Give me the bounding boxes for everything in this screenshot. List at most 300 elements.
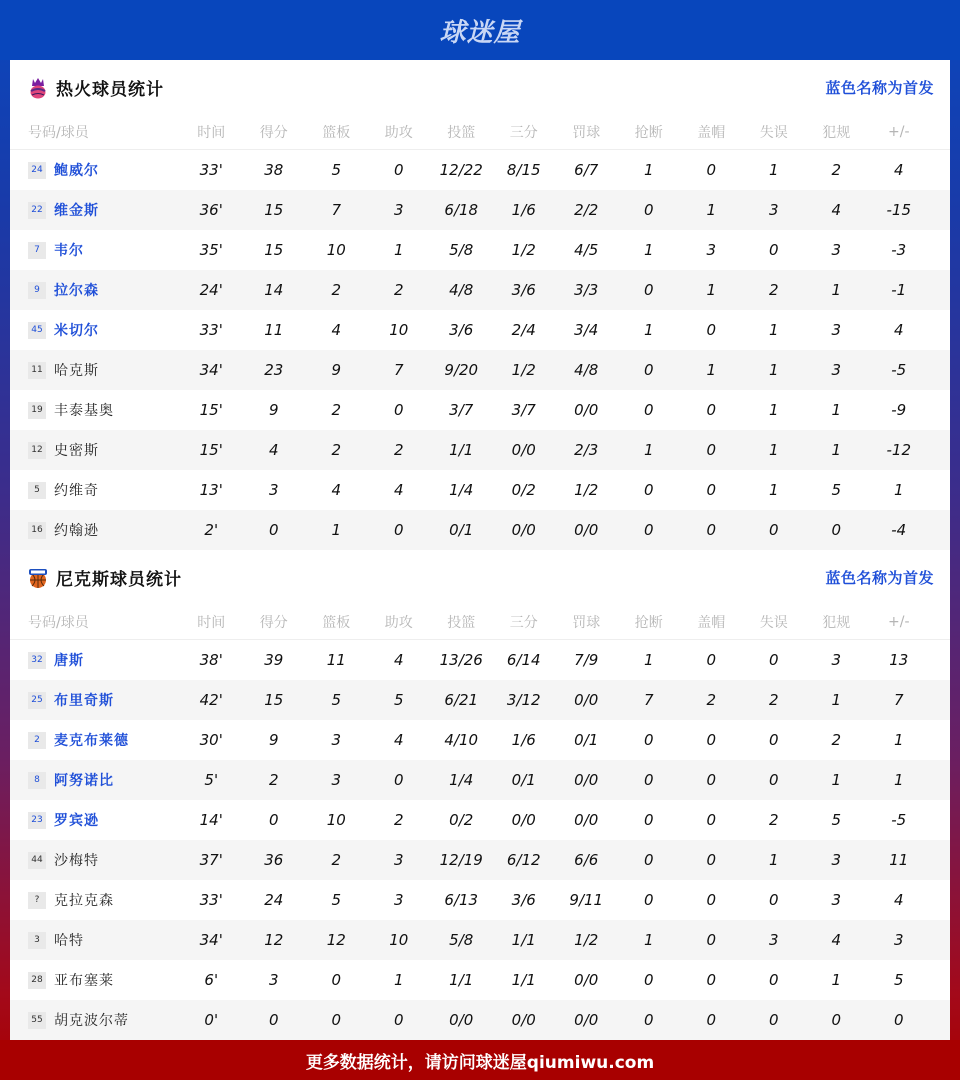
- player-name[interactable]: 克拉克森: [54, 893, 114, 909]
- stat-cell: 3: [768, 931, 779, 949]
- player-row[interactable]: [10, 880, 950, 920]
- stat-cell: 0/0: [574, 811, 599, 829]
- stat-cell: 35': [199, 241, 223, 259]
- stat-cell: 4: [831, 201, 842, 219]
- player-row[interactable]: [10, 230, 950, 270]
- player-cell: [10, 730, 180, 750]
- footer-banner: [0, 1040, 960, 1080]
- player-row[interactable]: [10, 470, 950, 510]
- stat-cell: 6/14: [506, 651, 541, 669]
- jersey-number-badge: 22: [28, 202, 46, 219]
- stat-cell: 0/0: [574, 971, 599, 989]
- column-header[interactable]: 时间: [197, 125, 226, 141]
- stat-cell: 2: [393, 441, 404, 459]
- stat-cell: 4: [893, 891, 904, 909]
- table-header: [10, 115, 950, 150]
- stat-cell: 7: [893, 691, 904, 709]
- stat-cell: 1: [706, 361, 717, 379]
- stat-cell: 0/1: [574, 731, 599, 749]
- column-header[interactable]: +/-: [888, 124, 910, 140]
- stat-cell: 5': [204, 771, 219, 789]
- player-cell: [10, 280, 180, 300]
- stat-cell: 4: [831, 931, 842, 949]
- stat-cell: 1: [831, 401, 842, 419]
- column-header[interactable]: 投篮: [447, 125, 476, 141]
- stat-cell: 1: [331, 521, 342, 539]
- stat-cell: 1: [893, 731, 904, 749]
- player-name[interactable]: 唐斯: [54, 653, 84, 669]
- stat-cell: 1/1: [449, 971, 474, 989]
- player-name[interactable]: 约翰逊: [54, 523, 99, 539]
- jersey-number-badge: 7: [28, 242, 46, 259]
- stat-cell: 5: [331, 891, 342, 909]
- stat-cell: 0: [268, 1011, 279, 1029]
- stat-cell: 36': [199, 201, 223, 219]
- stat-cell: 0/0: [574, 521, 599, 539]
- column-header[interactable]: 号码/球员: [28, 125, 89, 141]
- stat-cell: 9: [268, 401, 279, 419]
- stat-cell: 0/0: [511, 521, 536, 539]
- stat-cell: 12/22: [439, 161, 483, 179]
- stat-cell: 0/0: [574, 1011, 599, 1029]
- jersey-number-badge: 55: [28, 1012, 46, 1029]
- column-header[interactable]: 犯规: [822, 125, 851, 141]
- stat-cell: 0: [393, 401, 404, 419]
- player-row[interactable]: [10, 150, 950, 190]
- stat-cell: 5: [893, 971, 904, 989]
- player-cell: [10, 1010, 180, 1030]
- stat-cell: 0: [768, 771, 779, 789]
- player-row[interactable]: [10, 960, 950, 1000]
- jersey-number-badge: 16: [28, 522, 46, 539]
- player-row[interactable]: [10, 190, 950, 230]
- stat-cell: 0/1: [449, 521, 474, 539]
- stat-cell: -15: [886, 201, 911, 219]
- stat-cell: 15: [264, 201, 284, 219]
- jersey-number-badge: 24: [28, 162, 46, 179]
- team-title: 热火球员统计: [56, 80, 164, 100]
- stat-cell: 3: [831, 891, 842, 909]
- stat-cell: 4: [893, 161, 904, 179]
- stat-cell: 0: [393, 521, 404, 539]
- footer-text[interactable]: 更多数据统计，请访问球迷屋qiumiwu.com: [305, 1052, 655, 1073]
- stat-cell: 0: [643, 771, 654, 789]
- stat-cell: 0: [268, 521, 279, 539]
- player-row[interactable]: [10, 640, 950, 680]
- stat-cell: 2: [268, 771, 279, 789]
- stat-cell: -12: [886, 441, 911, 459]
- player-cell: [10, 850, 180, 870]
- stat-cell: 1: [643, 931, 654, 949]
- column-header[interactable]: 失误: [759, 125, 788, 141]
- stat-cell: 3: [893, 931, 904, 949]
- stat-cell: 1: [706, 201, 717, 219]
- stat-cell: 3: [831, 241, 842, 259]
- stat-cell: 14': [199, 811, 223, 829]
- player-row[interactable]: [10, 760, 950, 800]
- stat-cell: 1: [643, 241, 654, 259]
- stat-cell: 0': [204, 1011, 219, 1029]
- stat-cell: 12/19: [439, 851, 483, 869]
- stat-cell: 3/7: [449, 401, 474, 419]
- stat-cell: 0: [768, 241, 779, 259]
- stat-cell: -9: [891, 401, 907, 419]
- stat-cell: 1/1: [449, 441, 474, 459]
- player-row[interactable]: [10, 430, 950, 470]
- stat-cell: 24': [199, 281, 223, 299]
- player-row[interactable]: [10, 800, 950, 840]
- stat-cell: 1/1: [511, 931, 536, 949]
- player-name[interactable]: 罗宾逊: [54, 813, 99, 829]
- column-header[interactable]: 三分: [509, 615, 538, 631]
- stat-cell: 2: [831, 161, 842, 179]
- column-header[interactable]: +/-: [888, 614, 910, 630]
- stat-cell: 0: [268, 811, 279, 829]
- stat-cell: 1: [768, 161, 779, 179]
- stat-cell: 2: [331, 281, 342, 299]
- stat-cell: 6/6: [574, 851, 599, 869]
- stat-cell: -3: [891, 241, 907, 259]
- stat-cell: 0: [768, 651, 779, 669]
- stat-cell: 0/1: [511, 771, 536, 789]
- stat-cell: 0: [831, 1011, 842, 1029]
- jersey-number-badge: 11: [28, 362, 46, 379]
- stat-cell: 0: [706, 441, 717, 459]
- stat-cell: 1/4: [449, 481, 474, 499]
- stat-cell: 42': [199, 691, 223, 709]
- player-name[interactable]: 胡克波尔蒂: [54, 1013, 129, 1029]
- player-name[interactable]: 沙梅特: [54, 853, 99, 869]
- stat-cell: 0: [643, 201, 654, 219]
- stat-cell: 0: [643, 521, 654, 539]
- jersey-number-badge: 19: [28, 402, 46, 419]
- stat-cell: 1/1: [511, 971, 536, 989]
- stat-cell: 6/18: [444, 201, 479, 219]
- stat-cell: 12: [326, 931, 346, 949]
- stat-cell: 7: [393, 361, 404, 379]
- stat-cell: 1: [643, 651, 654, 669]
- team-title-group: [28, 565, 182, 590]
- jersey-number-badge: 45: [28, 322, 46, 339]
- stat-cell: 1/2: [574, 481, 599, 499]
- stat-cell: 1/2: [511, 241, 536, 259]
- player-name[interactable]: 布里奇斯: [54, 693, 114, 709]
- player-row[interactable]: [10, 920, 950, 960]
- jersey-number-badge: 9: [28, 282, 46, 299]
- player-name[interactable]: 拉尔森: [54, 283, 99, 299]
- stat-cell: 13/26: [439, 651, 483, 669]
- stat-cell: 2: [768, 691, 779, 709]
- stat-cell: 0: [706, 161, 717, 179]
- stat-cell: 1: [893, 481, 904, 499]
- jersey-number-badge: 32: [28, 652, 46, 669]
- stat-cell: 1: [831, 691, 842, 709]
- player-cell: [10, 400, 180, 420]
- stat-cell: 5: [831, 481, 842, 499]
- stat-cell: 3: [831, 851, 842, 869]
- stat-cell: 6': [204, 971, 219, 989]
- column-header[interactable]: 助攻: [384, 615, 413, 631]
- player-name[interactable]: 丰泰基奥: [54, 403, 114, 419]
- stat-cell: 3/6: [511, 891, 536, 909]
- stat-cell: 0: [393, 161, 404, 179]
- stat-cell: 2': [204, 521, 219, 539]
- stat-cell: 34': [199, 361, 223, 379]
- stat-cell: 4: [393, 481, 404, 499]
- player-name[interactable]: 米切尔: [54, 323, 99, 339]
- stat-cell: 15': [199, 401, 223, 419]
- stat-cell: 3/7: [511, 401, 536, 419]
- stat-cell: 37': [199, 851, 223, 869]
- team-header: [10, 550, 950, 605]
- stat-cell: 1: [768, 851, 779, 869]
- jersey-number-badge: 2: [28, 732, 46, 749]
- stat-cell: 0: [643, 281, 654, 299]
- jersey-number-badge: ?: [28, 892, 46, 909]
- player-row[interactable]: [10, 270, 950, 310]
- stat-cell: 5/8: [449, 241, 474, 259]
- stat-cell: 9/20: [444, 361, 479, 379]
- player-row[interactable]: [10, 720, 950, 760]
- player-cell: [10, 970, 180, 990]
- stat-cell: 15': [199, 441, 223, 459]
- stat-cell: 0: [706, 481, 717, 499]
- stat-cell: 0: [831, 521, 842, 539]
- stat-cell: -5: [891, 361, 907, 379]
- player-cell: [10, 520, 180, 540]
- stat-cell: 1: [768, 481, 779, 499]
- stat-cell: 0: [643, 361, 654, 379]
- stat-cell: 38: [264, 161, 284, 179]
- stat-cell: 7: [643, 691, 654, 709]
- stat-cell: 3: [331, 731, 342, 749]
- stat-cell: 0/0: [511, 441, 536, 459]
- player-row[interactable]: [10, 350, 950, 390]
- stat-cell: 3/12: [506, 691, 541, 709]
- player-name[interactable]: 史密斯: [54, 443, 99, 459]
- stat-cell: 6/7: [574, 161, 599, 179]
- stat-cell: 0: [768, 891, 779, 909]
- stat-cell: 7: [331, 201, 342, 219]
- stat-cell: 2/2: [574, 201, 599, 219]
- stat-cell: 3: [393, 851, 404, 869]
- player-name[interactable]: 韦尔: [54, 243, 84, 259]
- stat-cell: 2: [706, 691, 717, 709]
- stat-cell: 1: [643, 441, 654, 459]
- player-name[interactable]: 亚布塞莱: [54, 973, 114, 989]
- player-cell: [10, 440, 180, 460]
- column-header[interactable]: 篮板: [322, 615, 351, 631]
- player-cell: [10, 160, 180, 180]
- player-cell: [10, 770, 180, 790]
- stat-cell: 3/4: [574, 321, 599, 339]
- player-name[interactable]: 阿努诺比: [54, 773, 114, 789]
- stat-cell: 34': [199, 931, 223, 949]
- column-header[interactable]: 抢断: [634, 125, 663, 141]
- column-header[interactable]: 三分: [509, 125, 538, 141]
- player-row[interactable]: [10, 840, 950, 880]
- player-name[interactable]: 麦克布莱德: [54, 733, 129, 749]
- stat-cell: 5: [331, 691, 342, 709]
- stat-cell: 1: [831, 441, 842, 459]
- stat-cell: 1: [706, 281, 717, 299]
- jersey-number-badge: 12: [28, 442, 46, 459]
- player-cell: [10, 480, 180, 500]
- stat-cell: 0: [706, 971, 717, 989]
- stat-cell: 0: [393, 1011, 404, 1029]
- stat-cell: 11: [326, 651, 346, 669]
- player-row[interactable]: [10, 390, 950, 430]
- stat-cell: 0: [706, 401, 717, 419]
- stat-cell: 1/6: [511, 201, 536, 219]
- stat-cell: 33': [199, 891, 223, 909]
- stat-cell: 3: [831, 321, 842, 339]
- stat-cell: 0: [331, 971, 342, 989]
- stat-cell: 0: [706, 851, 717, 869]
- player-name[interactable]: 约维奇: [54, 483, 99, 499]
- column-header[interactable]: 罚球: [572, 125, 601, 141]
- stat-cell: 1: [831, 281, 842, 299]
- team-title-group: [28, 75, 164, 100]
- column-header[interactable]: 号码/球员: [28, 615, 89, 631]
- stat-cell: 3/6: [511, 281, 536, 299]
- stat-cell: 0/0: [511, 811, 536, 829]
- column-header[interactable]: 时间: [197, 615, 226, 631]
- stat-cell: 14: [264, 281, 284, 299]
- column-header[interactable]: 盖帽: [697, 615, 726, 631]
- stat-cell: 0: [706, 321, 717, 339]
- stat-cell: 11: [889, 851, 909, 869]
- stat-cell: 0/0: [574, 771, 599, 789]
- stat-cell: 13: [889, 651, 909, 669]
- stat-cell: 1: [768, 361, 779, 379]
- column-header[interactable]: 抢断: [634, 615, 663, 631]
- stat-cell: 0/2: [511, 481, 536, 499]
- stat-cell: 0: [331, 1011, 342, 1029]
- stat-cell: 3: [768, 201, 779, 219]
- stat-cell: 2/4: [511, 321, 536, 339]
- stat-cell: 0: [768, 971, 779, 989]
- team-header: [10, 60, 950, 115]
- jersey-number-badge: 44: [28, 852, 46, 869]
- stat-cell: 23: [264, 361, 284, 379]
- stat-cell: 1: [768, 401, 779, 419]
- stat-cell: 0/0: [449, 1011, 474, 1029]
- column-header[interactable]: 得分: [259, 615, 288, 631]
- stat-cell: 0: [643, 1011, 654, 1029]
- stat-cell: 3: [706, 241, 717, 259]
- player-row[interactable]: [10, 310, 950, 350]
- stat-cell: 30': [199, 731, 223, 749]
- stat-cell: 7/9: [574, 651, 599, 669]
- column-header[interactable]: 投篮: [447, 615, 476, 631]
- stat-cell: 0/0: [511, 1011, 536, 1029]
- stat-cell: 4/5: [574, 241, 599, 259]
- stat-cell: 12: [264, 931, 284, 949]
- jersey-number-badge: 28: [28, 972, 46, 989]
- stat-cell: 6/12: [506, 851, 541, 869]
- stat-cell: 2: [393, 811, 404, 829]
- player-row[interactable]: [10, 1000, 950, 1040]
- player-cell: [10, 810, 180, 830]
- stat-cell: 0: [768, 1011, 779, 1029]
- player-name[interactable]: 维金斯: [54, 203, 99, 219]
- stat-cell: 0: [706, 731, 717, 749]
- stat-cell: 4: [268, 441, 279, 459]
- column-header[interactable]: 失误: [759, 615, 788, 631]
- stat-cell: 9: [268, 731, 279, 749]
- stat-cell: 4/8: [574, 361, 599, 379]
- player-cell: [10, 200, 180, 220]
- site-logo: 球迷屋: [439, 17, 521, 48]
- stat-cell: 2: [768, 281, 779, 299]
- stat-cell: 4: [893, 321, 904, 339]
- stat-cell: 0: [706, 891, 717, 909]
- stat-cell: 38': [199, 651, 223, 669]
- stat-cell: 8/15: [506, 161, 541, 179]
- stat-cell: 33': [199, 321, 223, 339]
- stat-cell: 5: [393, 691, 404, 709]
- column-header[interactable]: 盖帽: [697, 125, 726, 141]
- stat-cell: 1: [768, 441, 779, 459]
- stat-cell: 5: [331, 161, 342, 179]
- stat-cell: 0: [706, 931, 717, 949]
- stat-cell: 15: [264, 691, 284, 709]
- stat-cell: 1: [643, 321, 654, 339]
- stat-cell: 2: [331, 401, 342, 419]
- stat-cell: 4/8: [449, 281, 474, 299]
- stat-cell: 4: [331, 321, 342, 339]
- stat-cell: 5/8: [449, 931, 474, 949]
- jersey-number-badge: 5: [28, 482, 46, 499]
- stat-cell: 36: [264, 851, 284, 869]
- player-row[interactable]: [10, 680, 950, 720]
- column-header[interactable]: 犯规: [822, 615, 851, 631]
- heat-logo-icon: [28, 77, 48, 99]
- jersey-number-badge: 23: [28, 812, 46, 829]
- stat-cell: 3/6: [449, 321, 474, 339]
- player-name[interactable]: 哈特: [54, 933, 84, 949]
- player-name[interactable]: 哈克斯: [54, 363, 99, 379]
- stat-cell: 4/10: [444, 731, 479, 749]
- stat-cell: 2: [331, 851, 342, 869]
- column-header[interactable]: 助攻: [384, 125, 413, 141]
- stat-cell: 0: [643, 891, 654, 909]
- column-header[interactable]: 篮板: [322, 125, 351, 141]
- stat-cell: 0: [393, 771, 404, 789]
- stat-cell: 6/21: [444, 691, 479, 709]
- stat-cell: 13': [199, 481, 223, 499]
- player-cell: [10, 320, 180, 340]
- stat-cell: 0/0: [574, 691, 599, 709]
- column-header[interactable]: 罚球: [572, 615, 601, 631]
- stat-cell: 15: [264, 241, 284, 259]
- stat-cell: 1: [893, 771, 904, 789]
- stat-cell: 2: [831, 731, 842, 749]
- jersey-number-badge: 8: [28, 772, 46, 789]
- stat-cell: 3: [831, 651, 842, 669]
- stat-cell: 9: [331, 361, 342, 379]
- player-row[interactable]: [10, 510, 950, 550]
- stat-cell: 0: [768, 731, 779, 749]
- stat-cell: 1/4: [449, 771, 474, 789]
- stat-cell: 3: [831, 361, 842, 379]
- player-name[interactable]: 鲍威尔: [54, 163, 99, 179]
- stat-cell: 3: [393, 201, 404, 219]
- column-header[interactable]: 得分: [259, 125, 288, 141]
- stat-cell: 0: [643, 851, 654, 869]
- stat-cell: 1/2: [574, 931, 599, 949]
